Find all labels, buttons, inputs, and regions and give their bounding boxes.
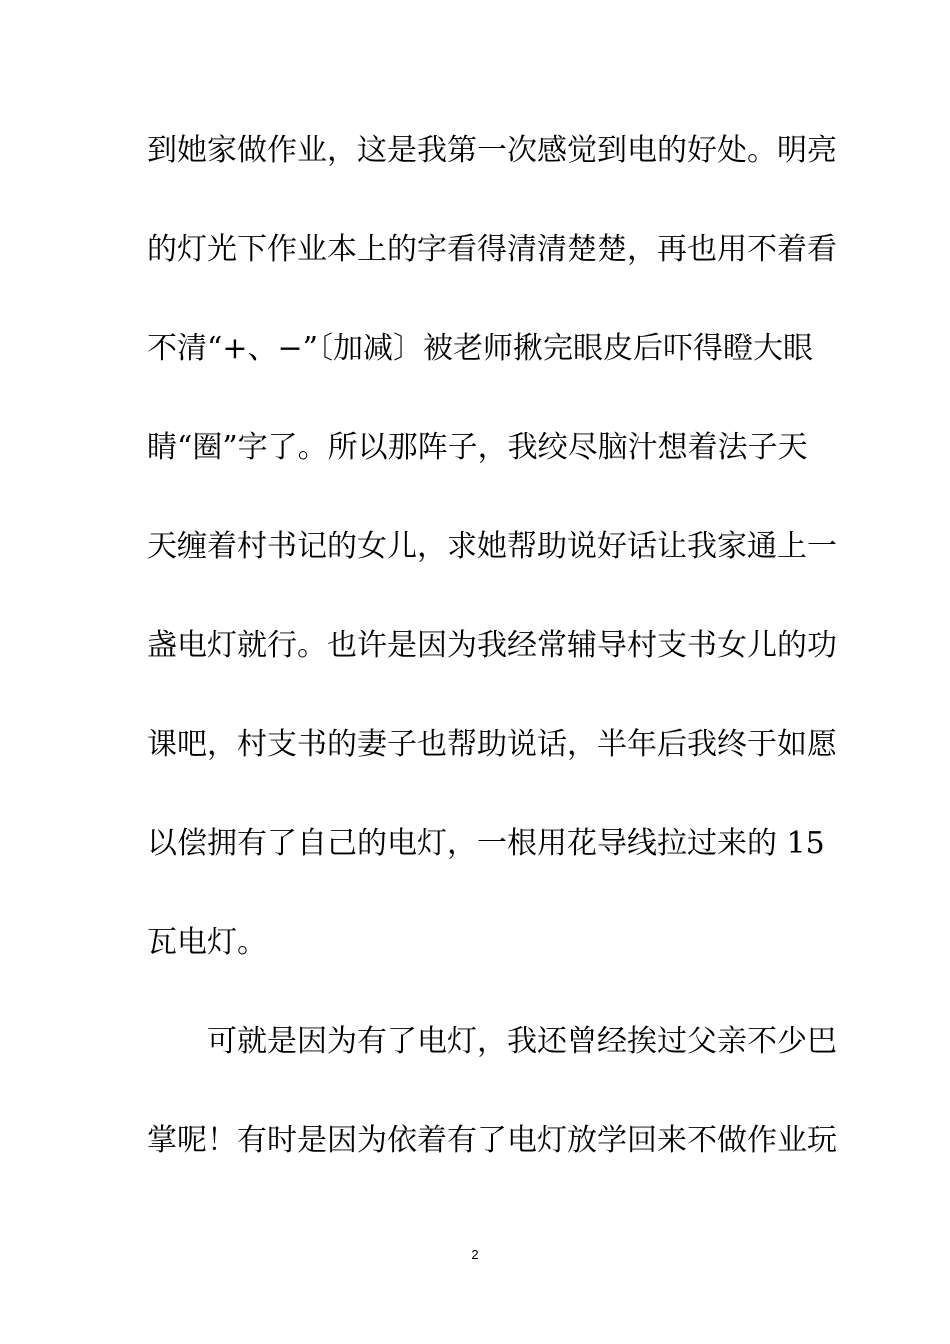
paragraph-line-8: 以偿拥有了自己的电灯，一根用花导线拉过来的 15 xyxy=(147,826,825,861)
paragraph-line-9: 瓦电灯。 xyxy=(147,925,267,960)
paragraph-line-7: 课吧，村支书的妻子也帮助说话，半年后我终于如愿 xyxy=(147,727,837,762)
paragraph-2-line-1: 可就是因为有了电灯，我还曾经挨过父亲不少巴 xyxy=(207,1024,837,1059)
page-number: 2 xyxy=(471,1247,479,1262)
paragraph-line-4: 睛“圈”字了。所以那阵子，我绞尽脑汁想着法子天 xyxy=(147,430,808,465)
paragraph-line-1: 到她家做作业，这是我第一次感觉到电的好处。明亮 xyxy=(147,133,837,168)
paragraph-line-2: 的灯光下作业本上的字看得清清楚楚，再也用不着看 xyxy=(147,232,837,267)
paragraph-line-3: 不清“+、−”〔加减〕被老师揪完眼皮后吓得瞪大眼 xyxy=(147,331,813,366)
paragraph-2-line-2: 掌呢！有时是因为依着有了电灯放学回来不做作业玩 xyxy=(147,1123,837,1158)
paragraph-line-6: 盏电灯就行。也许是因为我经常辅导村支书女儿的功 xyxy=(147,628,837,663)
paragraph-line-5: 天缠着村书记的女儿，求她帮助说好话让我家通上一 xyxy=(147,529,837,564)
